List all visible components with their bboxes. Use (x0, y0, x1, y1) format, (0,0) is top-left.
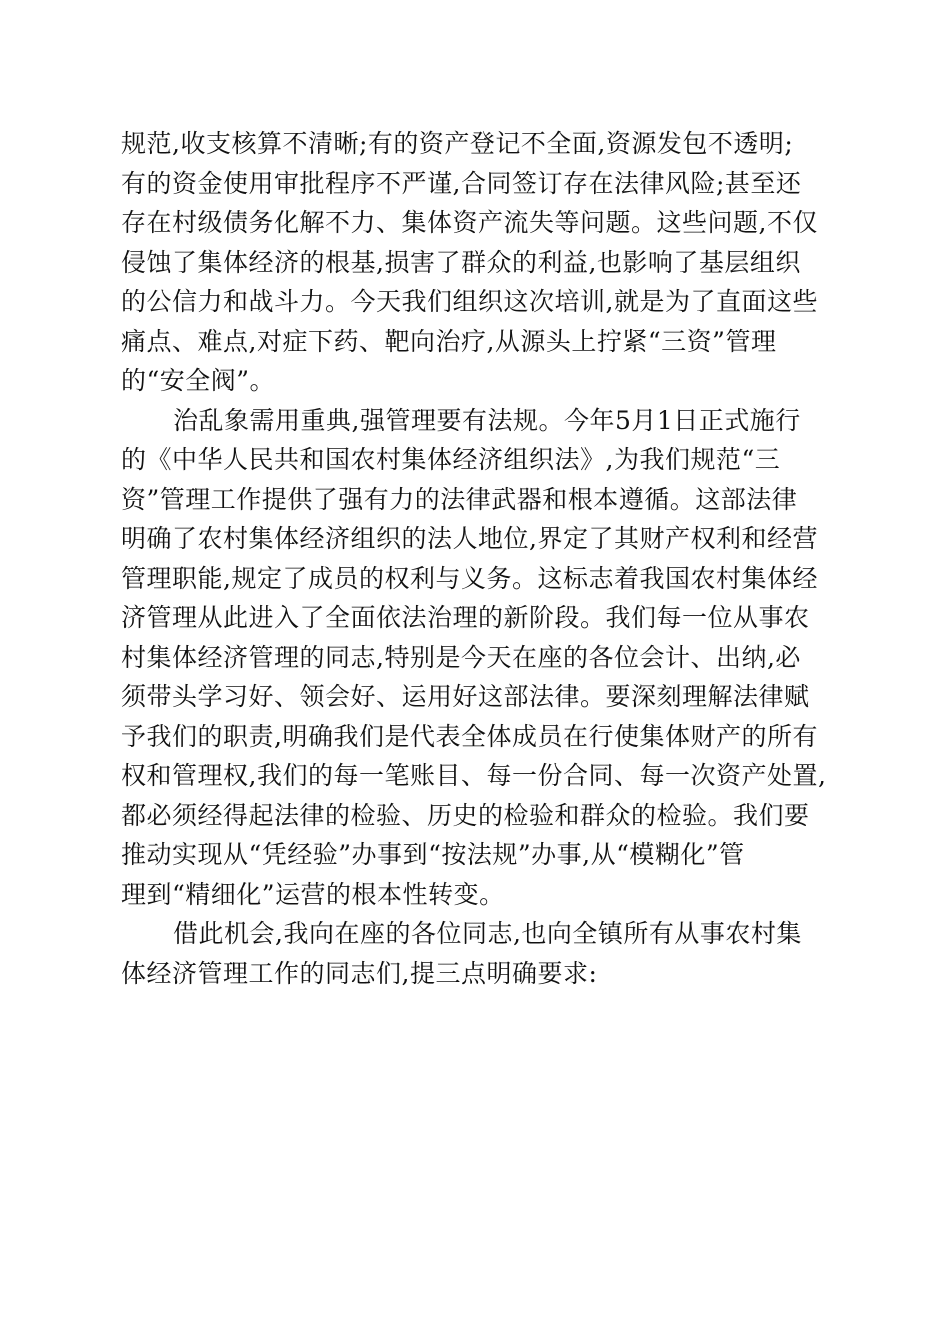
text-line: 济管理从此进入了全面依法治理的新阶段。我们每一位从事农 (121, 603, 810, 632)
text-line: 存在村级债务化解不力、集体资产流失等问题。这些问题,不仅 (121, 208, 818, 237)
text-line: 理到“精细化”运营的根本性转变。 (121, 879, 505, 909)
text-line: 管理职能,规定了成员的权利与义务。这标志着我国农村集体经 (121, 563, 818, 593)
text-line: 村集体经济管理的同志,特别是今天在座的各位会计、出纳,必 (121, 642, 801, 672)
text-line: 明确了农村集体经济组织的法人地位,界定了其财产权利和经营 (121, 524, 818, 553)
text-line: 权和管理权,我们的每一笔账目、每一份合同、每一次资产处置, (121, 761, 827, 790)
document-body (121, 124, 831, 993)
paragraph-3 (121, 914, 831, 993)
paragraph-1 (121, 124, 831, 401)
text-line: 借此机会,我向在座的各位同志,也向全镇所有从事农村集 (173, 919, 802, 948)
text-line: 推动实现从“凭经验”办事到“按法规”办事,从“模糊化”管 (121, 840, 745, 869)
text-line: 的《中华人民共和国农村集体经济组织法》,为我们规范“三 (121, 445, 781, 474)
text-line: 资”管理工作提供了强有力的法律武器和根本遵循。这部法律 (121, 484, 798, 514)
text-line: 予我们的职责,明确我们是代表全体成员在行使集体财产的所有 (121, 721, 818, 751)
text-line: 规范,收支核算不清晰;有的资产登记不全面,资源发包不透明; (121, 129, 794, 158)
text-line: 的“安全阀”。 (121, 366, 276, 395)
text-line: 痛点、难点,对症下药、靶向治疗,从源头上拧紧“三资”管理 (121, 326, 777, 356)
text-line: 体经济管理工作的同志们,提三点明确要求: (121, 958, 598, 988)
text-line: 须带头学习好、领会好、运用好这部法律。要深刻理解法律赋 (121, 682, 810, 711)
text-line: 的公信力和战斗力。今天我们组织这次培训,就是为了直面这些 (121, 287, 818, 316)
paragraph-2 (121, 401, 831, 915)
text-line: 有的资金使用审批程序不严谨,合同签订存在法律风险;甚至还 (121, 168, 802, 198)
text-line: 侵蚀了集体经济的根基,损害了群众的利益,也影响了基层组织 (121, 247, 801, 277)
text-line: 都必须经得起法律的检验、历史的检验和群众的检验。我们要 (121, 800, 810, 830)
text-line: 治乱象需用重典,强管理要有法规。今年5月1日正式施行 (173, 405, 801, 435)
